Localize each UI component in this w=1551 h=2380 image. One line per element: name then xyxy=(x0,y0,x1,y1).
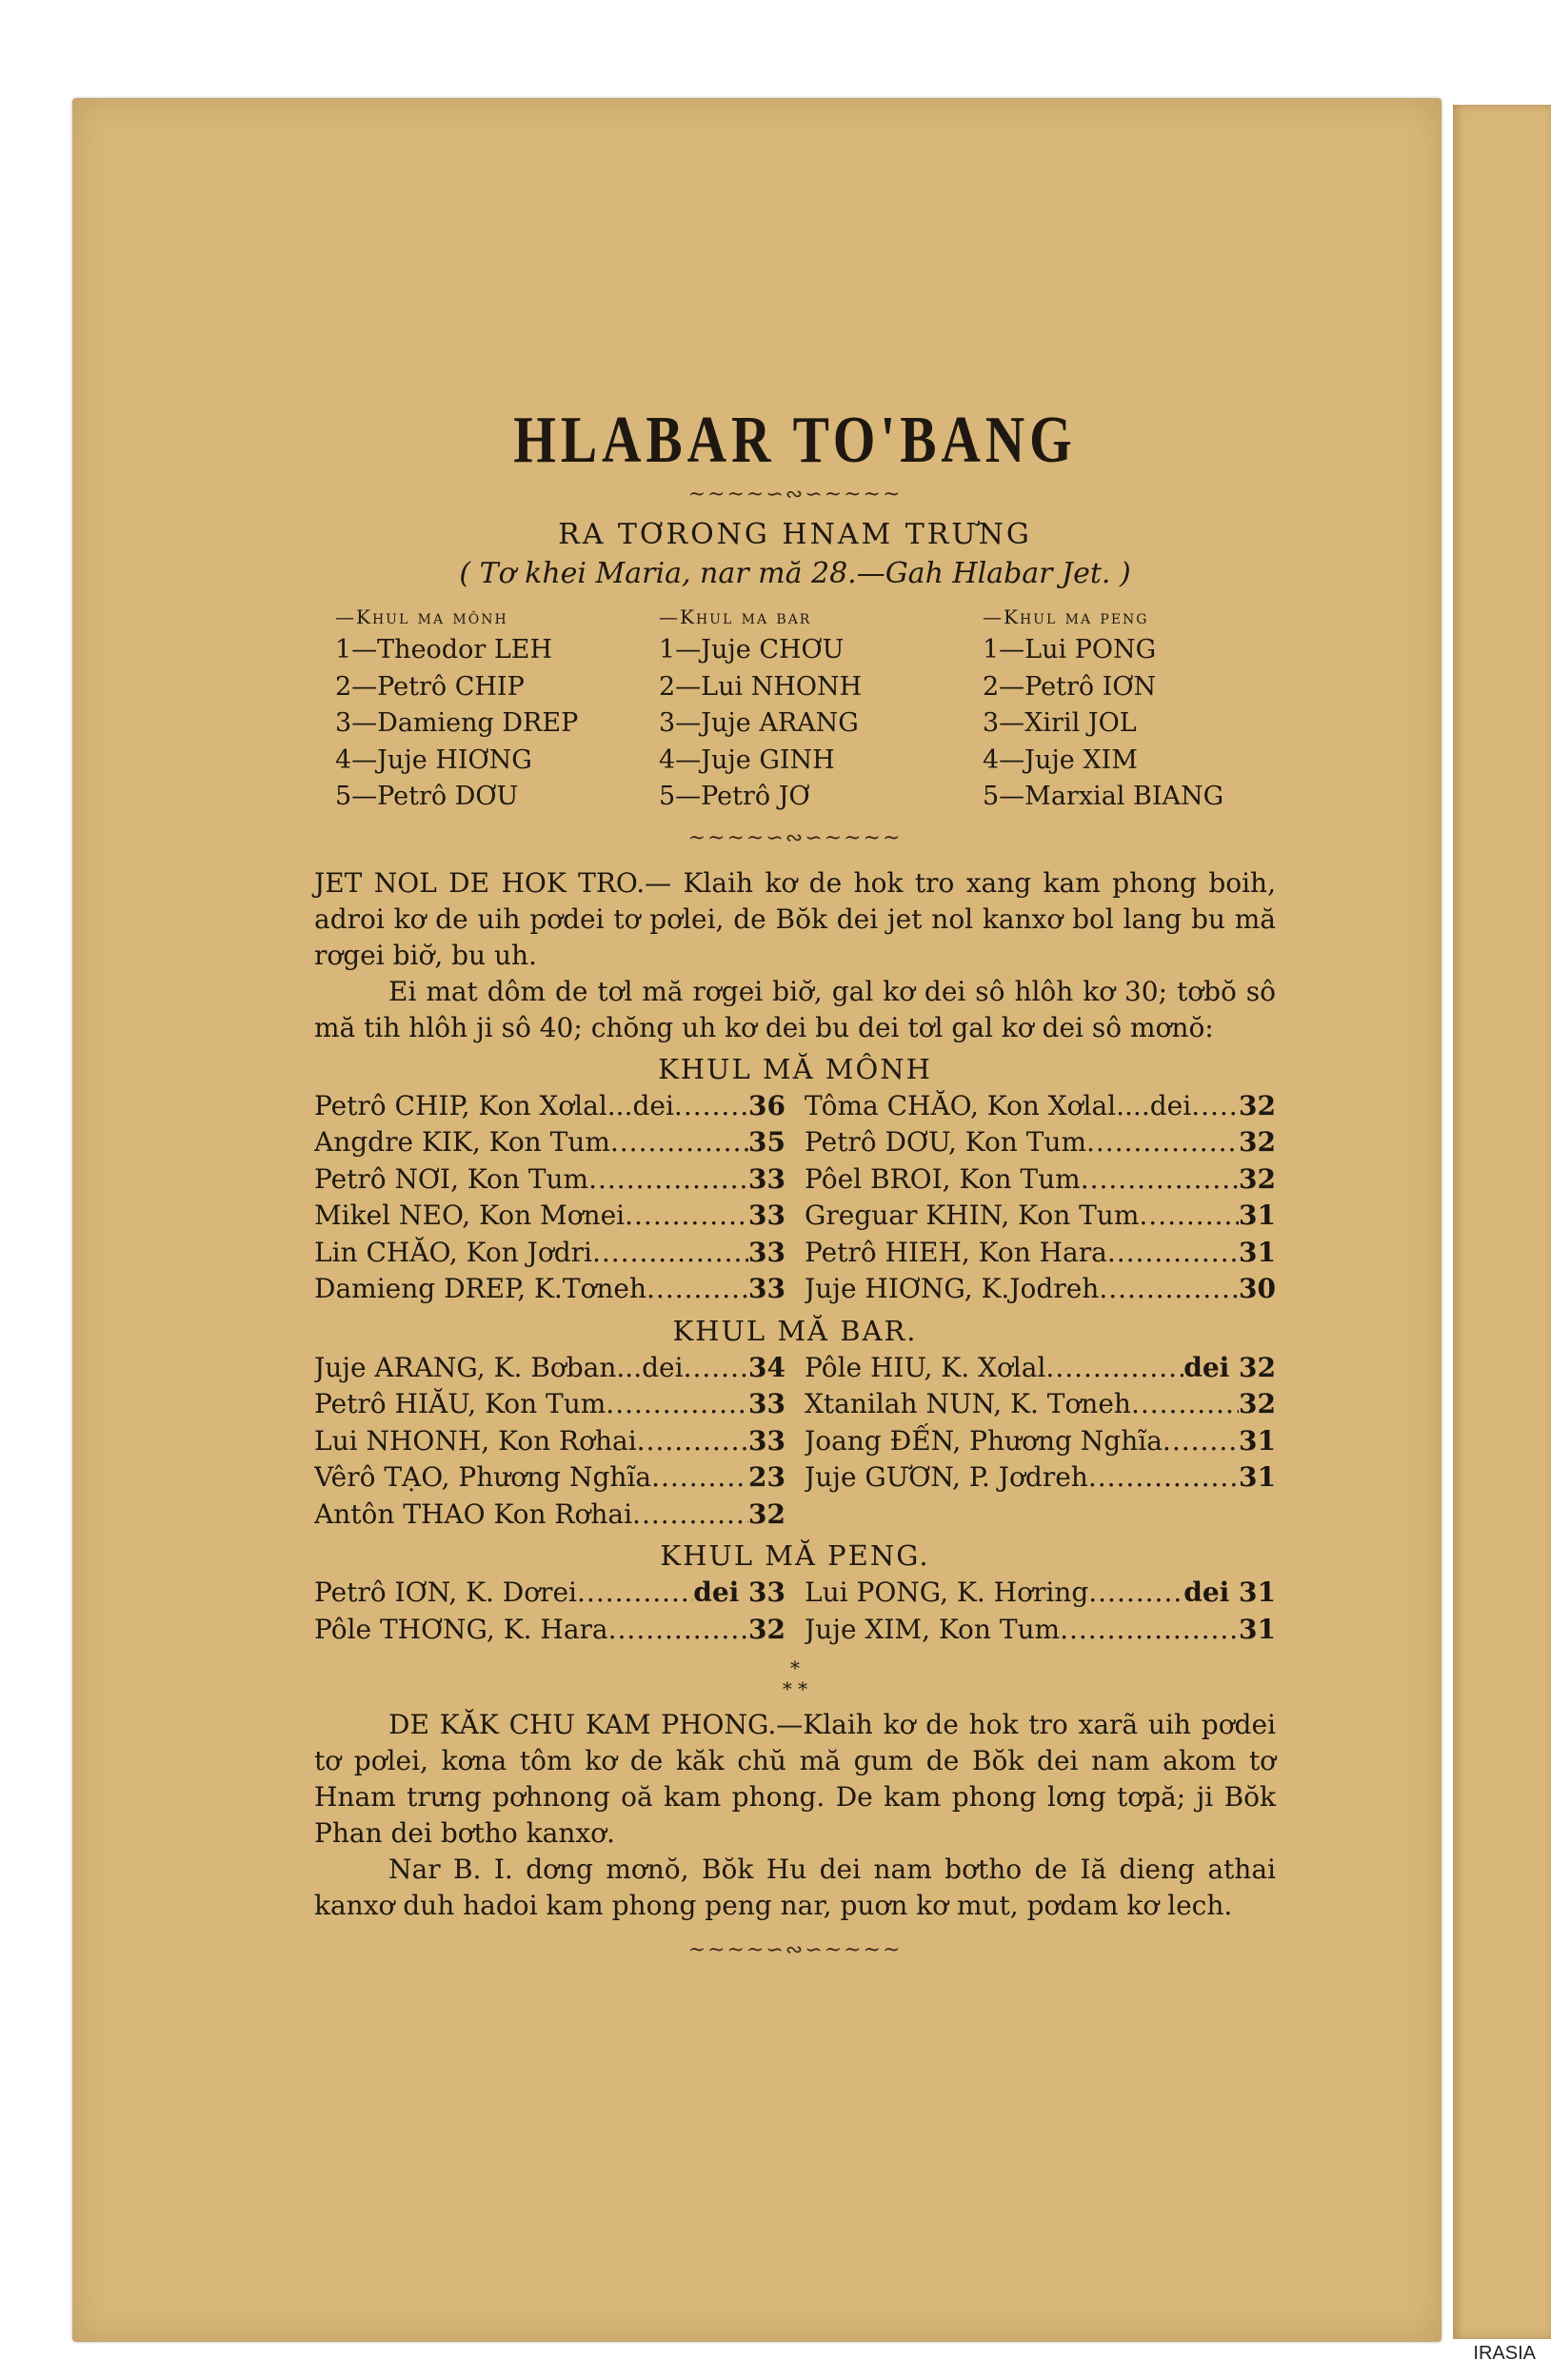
class-rank-item: 5—Marxial BIANG xyxy=(983,782,1224,811)
student-score: 33 xyxy=(748,1200,785,1231)
subtitle: RA TƠRONG HNAM TRƯNG xyxy=(558,518,1032,551)
student-score: 33 xyxy=(748,1236,785,1268)
class-rank-column xyxy=(983,602,1268,816)
class-rank-head: —Khul ma mônh xyxy=(335,605,508,628)
ranking-grid xyxy=(314,1088,1276,1308)
class-rank-item: 5—Petrô DƠU xyxy=(335,782,519,811)
class-rank-item: 2—Petrô IƠN xyxy=(983,671,1157,702)
class-rank-head: —Khul ma peng xyxy=(983,605,1149,628)
student-name: Xtanilah NUN, K. Tơneh xyxy=(805,1388,1131,1419)
student-score: 33 xyxy=(748,1424,785,1457)
student-score: dei 31 xyxy=(1183,1577,1276,1608)
ranking-entry xyxy=(805,1088,1276,1125)
student-name: Pôle HIU, K. Xơlal xyxy=(805,1351,1046,1383)
ranking-entry xyxy=(805,1497,1276,1534)
subtitle-note: ( Tơ khei Maria, nar mă 28.—Gah Hlabar Jet. ) xyxy=(459,557,1131,590)
ranking-entry xyxy=(314,1575,785,1612)
student-name: Damieng DREP, K.Tơneh xyxy=(314,1273,647,1304)
class-rank-item: 3—Damieng DREP xyxy=(335,708,579,738)
leader-dots xyxy=(588,1161,748,1199)
leader-dots xyxy=(1088,1575,1183,1612)
leader-dots xyxy=(1107,1235,1239,1272)
leader-dots xyxy=(1045,1350,1183,1387)
document-content xyxy=(314,400,1276,1964)
student-score: 35 xyxy=(748,1126,785,1158)
leader-dots xyxy=(1086,1124,1239,1161)
student-name: Petrô DƠU, Kon Tum xyxy=(805,1126,1086,1158)
class-rank-column xyxy=(335,602,621,816)
kak-chu-paragraph: DE KĂK CHU KAM PHONG.—Klaih kơ de hok tro xarã uih pơdei tơ pơlei, kơna tôm kơ de kăk chŭ mă gum de Bŏk dei nam akom tơ Hnam trưng pơhnong oă kam phong. De kam phong lơng tơpă; ji Bŏk Phan dei bơtho kanxơ. xyxy=(314,1709,1276,1849)
leader-dots xyxy=(592,1235,748,1272)
student-name: Greguar KHIN, Kon Tum xyxy=(805,1200,1140,1231)
ranking-entry xyxy=(314,1350,785,1387)
student-name: Juje GƯƠN, P. Jơdreh xyxy=(805,1461,1088,1493)
student-name: Vêrô TẠO, Phương Nghĩa xyxy=(314,1461,652,1493)
ranking-entry xyxy=(805,1459,1276,1497)
student-score: 31 xyxy=(1239,1461,1276,1493)
separator-stars: * * * xyxy=(782,1656,808,1700)
class-rank-item: 1—Theodor LEH xyxy=(335,635,553,664)
ranking-entry xyxy=(314,1459,785,1497)
student-score: 33 xyxy=(748,1162,785,1195)
kak-chu-paragraph: Nar B. I. dơng mơnŏ, Bŏk Hu dei nam bơtho de Iă dieng athai kanxơ duh hadoi kam phong peng nar, puơn kơ mut, pơdam kơ lech. xyxy=(314,1854,1276,1921)
class-rank-item: 1—Juje CHƠU xyxy=(659,635,845,664)
ranking-sections xyxy=(314,1050,1276,1649)
leader-dots xyxy=(606,1386,748,1423)
class-rank-item: 2—Petrô CHIP xyxy=(335,671,525,702)
student-name: Petrô CHIP, Kon Xơlal...dei xyxy=(314,1089,674,1121)
student-name: Pôle THƠNG, K. Hara xyxy=(314,1613,608,1645)
section-ornament: ~~~~∽∾∽~~~~ xyxy=(687,825,903,850)
ranking-entry xyxy=(314,1235,785,1272)
class-rank-item: 1—Lui PONG xyxy=(983,635,1157,664)
end-ornament: ~~~~∽∾∽~~~~ xyxy=(687,1938,903,1962)
student-name: Petrô HIĂU, Kon Tum xyxy=(314,1388,606,1419)
student-score: 34 xyxy=(748,1351,785,1383)
leader-dots xyxy=(1060,1612,1239,1649)
ranking-entry xyxy=(314,1198,785,1235)
student-score: 36 xyxy=(748,1089,785,1121)
student-score: 31 xyxy=(1239,1613,1276,1645)
student-score: 32 xyxy=(1239,1162,1276,1195)
ranking-entry xyxy=(314,1271,785,1308)
leader-dots xyxy=(646,1271,748,1308)
ranking-entry xyxy=(805,1235,1276,1272)
ranking-entry xyxy=(805,1612,1276,1649)
jet-nol-paragraph: JET NOL DE HOK TRO.— Klaih kơ de hok tro xang kam phong boih, adroi kơ de uih pơdei tơ pơlei, de Bŏk dei jet nol kanxơ bol lang bu mă rơgei biơ̆, bu uh. xyxy=(314,866,1276,971)
leader-dots xyxy=(577,1575,693,1612)
leader-dots xyxy=(674,1088,748,1125)
student-score: 31 xyxy=(1239,1424,1276,1457)
section-head: KHUL MĂ PENG. xyxy=(660,1539,930,1572)
student-name: Juje XIM, Kon Tum xyxy=(805,1613,1061,1645)
class-rank-item: 5—Petrô JƠ xyxy=(659,782,810,811)
leader-dots xyxy=(625,1198,748,1235)
student-name: Angdre KIK, Kon Tum xyxy=(314,1126,610,1158)
student-score: 32 xyxy=(748,1497,785,1530)
ranking-entry xyxy=(805,1271,1276,1308)
class-rank-item: 4—Juje GINH xyxy=(659,744,835,775)
ranking-entry xyxy=(805,1198,1276,1235)
class-rank-column xyxy=(659,602,945,816)
student-name: Petrô HIEH, Kon Hara xyxy=(805,1236,1107,1268)
ranking-entry xyxy=(314,1497,785,1534)
student-name: Juje HIƠNG, K.Jodreh xyxy=(805,1273,1100,1304)
student-name: Petrô NƠI, Kon Tum xyxy=(314,1162,589,1195)
student-score: 23 xyxy=(748,1461,785,1493)
class-rank-item: 3—Juje ARANG xyxy=(659,708,859,738)
leader-dots xyxy=(684,1350,748,1387)
leader-dots xyxy=(1131,1386,1239,1423)
leader-dots xyxy=(608,1612,748,1649)
class-rank-item: 4—Juje XIM xyxy=(983,744,1138,775)
ranking-entry xyxy=(314,1088,785,1125)
ranking-entry xyxy=(314,1423,785,1460)
student-name: Juje ARANG, K. Bơban...dei xyxy=(314,1351,684,1383)
class-rank-head: —Khul ma bar xyxy=(659,605,812,628)
class-rank-item: 3—Xiril JOL xyxy=(983,708,1137,738)
student-score: dei 32 xyxy=(1183,1351,1276,1383)
ranking-entry xyxy=(805,1124,1276,1161)
student-name: Pôel BROI, Kon Tum xyxy=(805,1162,1081,1195)
leader-dots xyxy=(1191,1088,1239,1125)
student-name: Antôn THAO Kon Rơhai xyxy=(314,1497,633,1530)
student-name: Lui PONG, K. Hơring xyxy=(805,1577,1089,1608)
leader-dots xyxy=(1163,1423,1239,1460)
student-score: 32 xyxy=(1239,1388,1276,1419)
student-score: 31 xyxy=(1239,1200,1276,1231)
student-name: Tôma CHĂO, Kon Xơlal....dei xyxy=(805,1089,1192,1121)
student-score: 32 xyxy=(748,1613,785,1645)
leader-dots xyxy=(1099,1271,1239,1308)
student-score: 30 xyxy=(1239,1273,1276,1304)
student-score: 32 xyxy=(1239,1126,1276,1158)
section-head: KHUL MĂ BAR. xyxy=(672,1314,918,1347)
ranking-grid xyxy=(314,1350,1276,1534)
ranking-entry xyxy=(314,1612,785,1649)
jet-nol-paragraph: Ei mat dôm de tơl mă rơgei biơ̆, gal kơ dei sô hlôh kơ 30; tơbŏ sô mă tih hlôh ji sô 40; chŏng uh kơ dei bu dei tơl gal kơ dei sô mơnŏ: xyxy=(314,975,1276,1043)
class-rank-item: 4—Juje HIƠNG xyxy=(335,744,532,775)
title-ornament: ~~~~∽∾∽~~~~ xyxy=(687,483,903,506)
student-score: 31 xyxy=(1239,1236,1276,1268)
watermark-tag: IRASIA xyxy=(1473,2343,1536,2364)
ranking-entry xyxy=(805,1575,1276,1612)
leader-dots xyxy=(1081,1161,1239,1199)
ranking-entry xyxy=(314,1386,785,1423)
student-score: 32 xyxy=(1239,1089,1276,1121)
student-score: 33 xyxy=(748,1388,785,1419)
ranking-entry xyxy=(314,1124,785,1161)
page-title: HLABAR TO'BANG xyxy=(513,404,1077,477)
leader-dots xyxy=(651,1459,748,1497)
ranking-entry xyxy=(805,1161,1276,1199)
ranking-grid xyxy=(314,1575,1276,1648)
student-name: Petrô IƠN, K. Dơrei xyxy=(314,1577,578,1608)
student-name: Joang ĐẾN, Phương Nghĩa xyxy=(805,1424,1163,1457)
ranking-entry xyxy=(805,1423,1276,1460)
leader-dots xyxy=(610,1124,748,1161)
ranking-entry xyxy=(314,1161,785,1199)
class-ranks xyxy=(314,602,1276,816)
student-name: Lui NHONH, Kon Rơhai xyxy=(314,1424,637,1457)
student-score: 33 xyxy=(748,1273,785,1304)
ranking-entry xyxy=(805,1350,1276,1387)
ranking-entry xyxy=(805,1386,1276,1423)
class-rank-item: 2—Lui NHONH xyxy=(659,671,863,702)
student-score: dei 33 xyxy=(693,1577,785,1608)
adjacent-page-edge xyxy=(1453,105,1551,2339)
leader-dots xyxy=(637,1423,748,1460)
leader-dots xyxy=(1088,1459,1239,1497)
section-head: KHUL MĂ MÔNH xyxy=(658,1052,932,1085)
leader-dots xyxy=(632,1497,748,1534)
student-name: Mikel NEO, Kon Mơnei xyxy=(314,1200,626,1231)
student-name: Lin CHĂO, Kon Jơdri xyxy=(314,1236,592,1268)
leader-dots xyxy=(1139,1198,1239,1235)
